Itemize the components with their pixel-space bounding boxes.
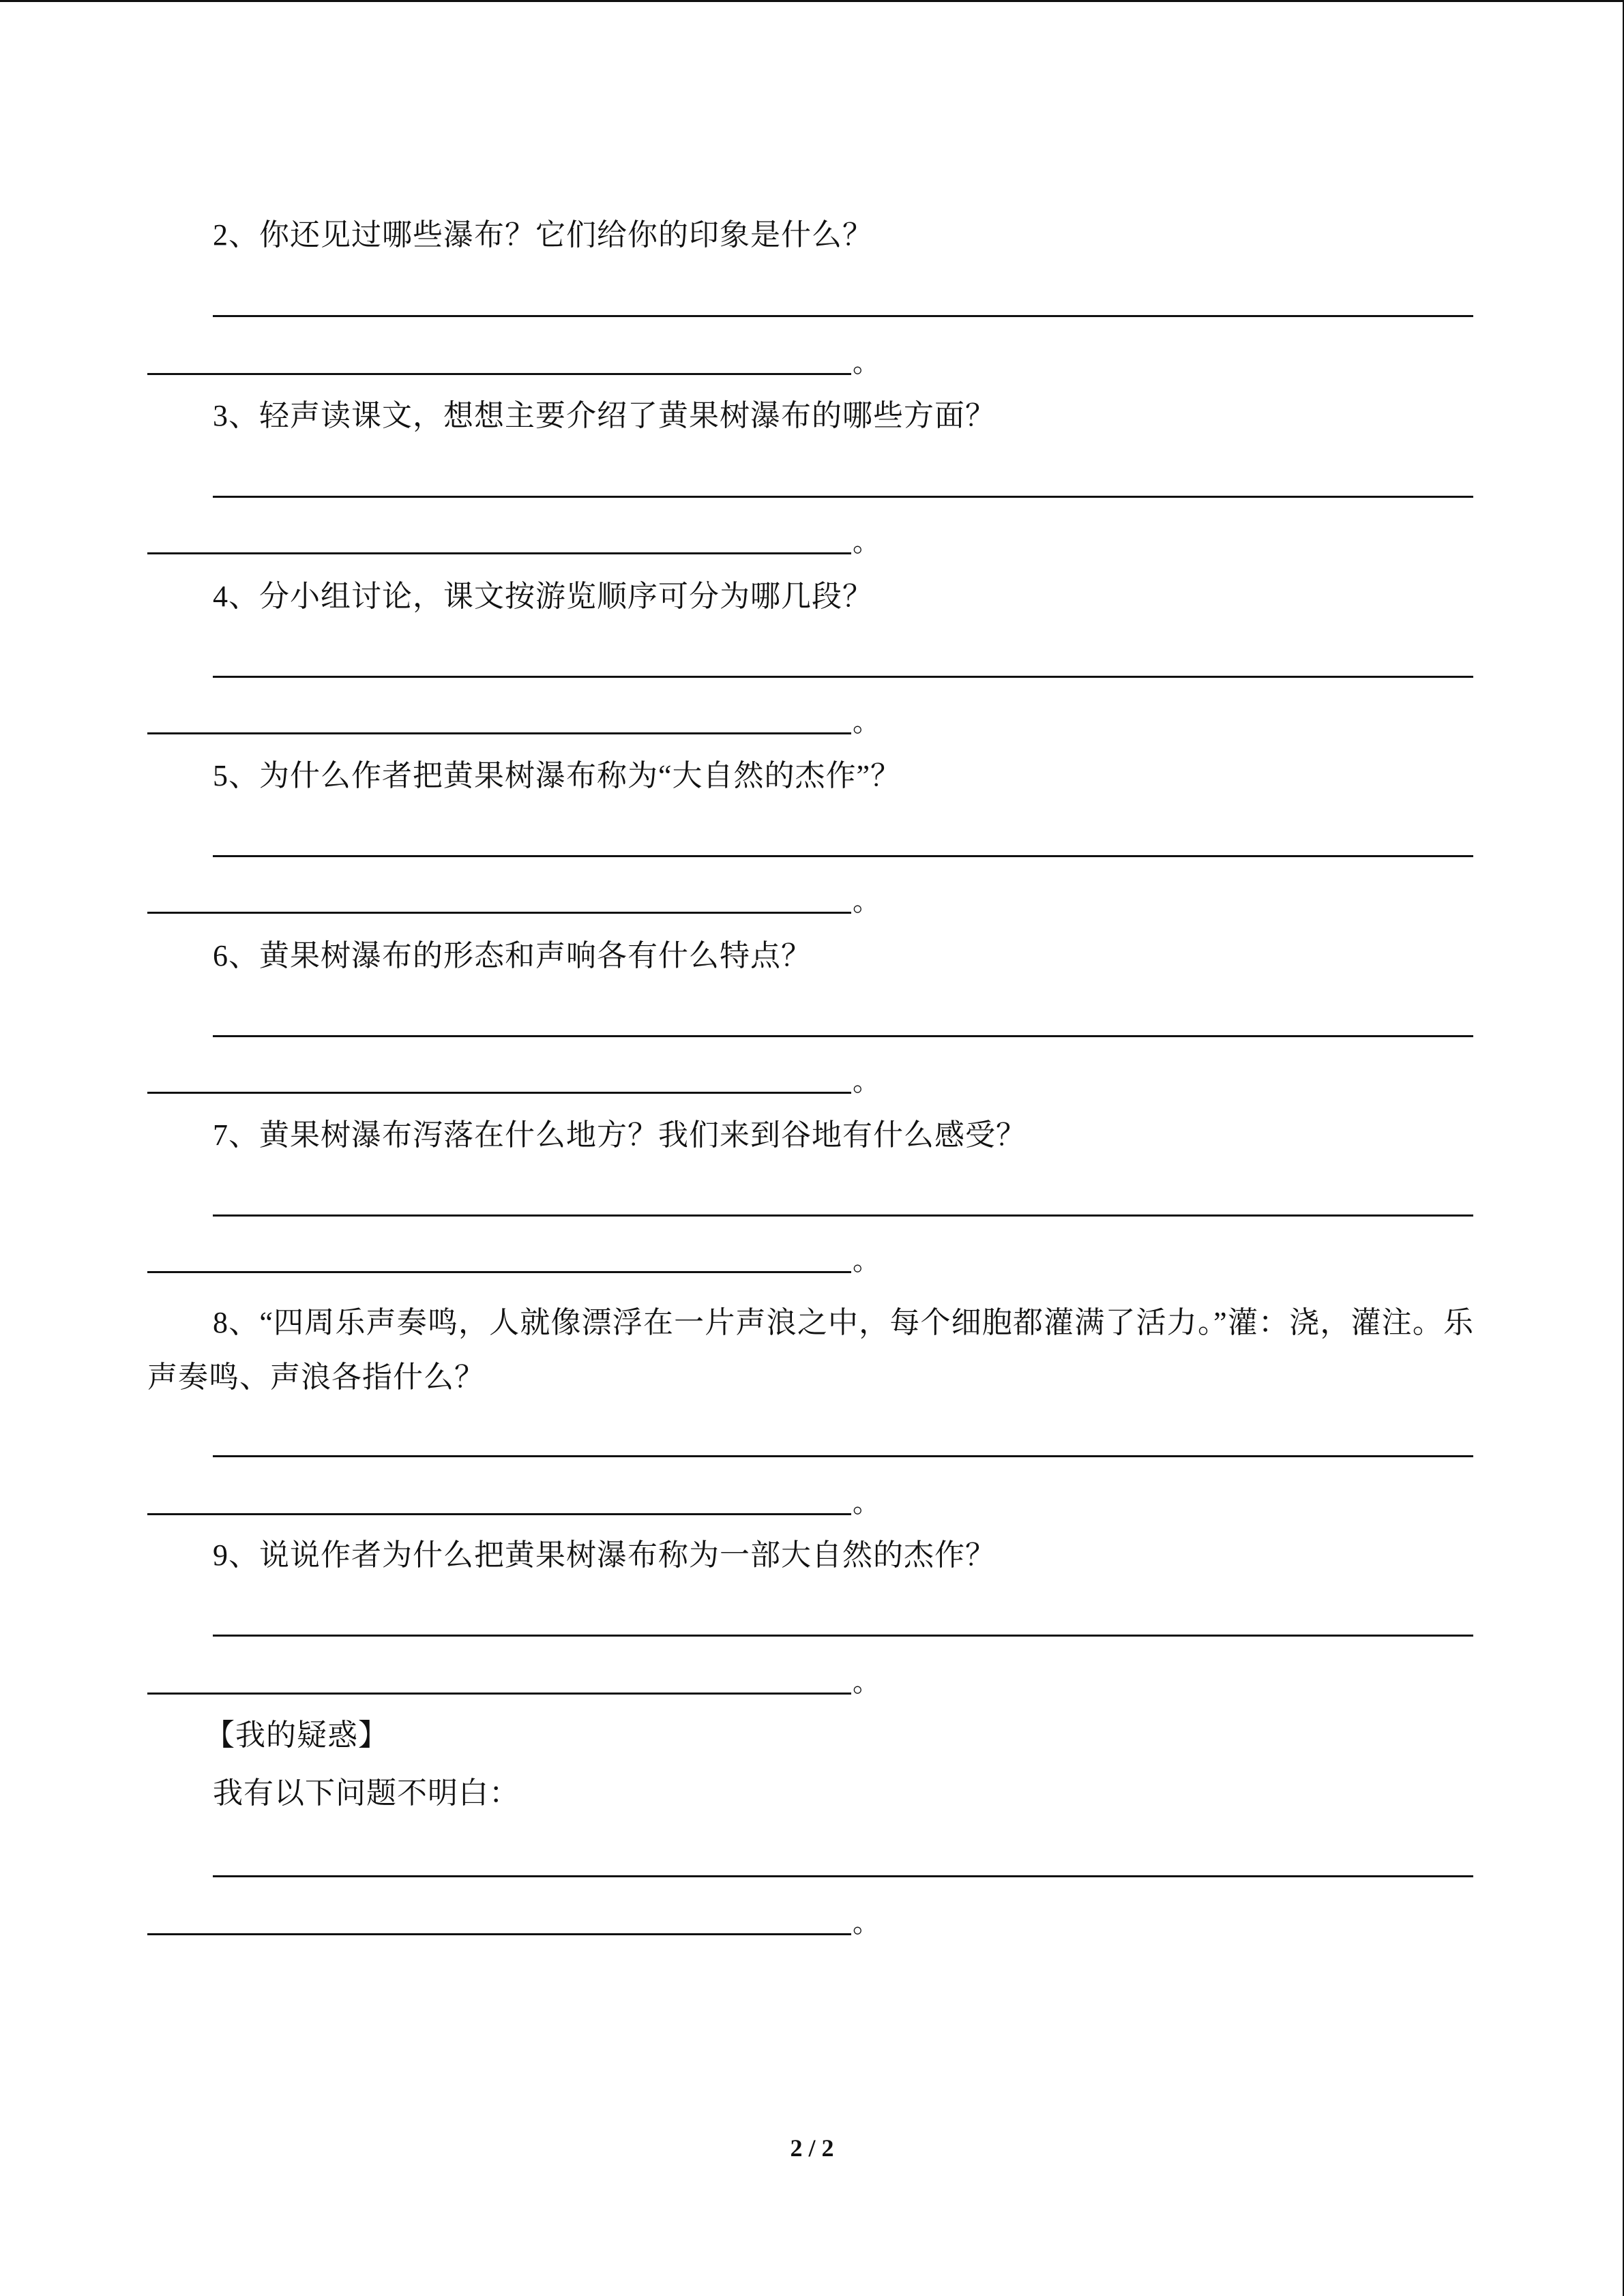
answer-period-q3: 。 [853, 526, 880, 557]
answer-line-long-q5[interactable] [213, 855, 1473, 857]
question-9: 9、说说作者为什么把黄果树瀑布称为一部大自然的杰作？ [213, 1538, 996, 1572]
answer-period-doubts: 。 [853, 1907, 880, 1938]
answer-line-short-q7[interactable] [147, 1271, 851, 1273]
question-7: 7、黄果树瀑布泻落在什么地方？我们来到谷地有什么感受？ [213, 1118, 1027, 1152]
question-5: 5、为什么作者把黄果树瀑布称为“大自然的杰作”？ [213, 759, 902, 792]
answer-line-short-q5[interactable] [147, 912, 851, 914]
page-border-top [0, 0, 1624, 2]
answer-line-long-q8[interactable] [213, 1455, 1473, 1457]
answer-line-long-q4[interactable] [213, 676, 1473, 678]
question-6: 6、黄果树瀑布的形态和声响各有什么特点？ [213, 939, 812, 972]
doubts-heading: 【我的疑惑】 [205, 1718, 389, 1752]
answer-line-short-q2[interactable] [147, 373, 851, 375]
answer-period-q7: 。 [853, 1245, 880, 1276]
answer-line-long-q2[interactable] [213, 315, 1473, 317]
answer-line-short-q8[interactable] [147, 1513, 851, 1515]
answer-line-long-q3[interactable] [213, 496, 1473, 498]
answer-line-short-q9[interactable] [147, 1693, 851, 1695]
question-4: 4、分小组讨论，课文按游览顺序可分为哪几段？ [213, 580, 873, 613]
answer-period-q6: 。 [853, 1066, 880, 1097]
answer-line-long-q9[interactable] [213, 1635, 1473, 1637]
question-8: 8、“四周乐声奏鸣，人就像漂浮在一片声浪之中，每个细胞都灌满了活力。”灌：浇，灌注。乐声奏鸣、声浪各指什么？ [147, 1306, 1474, 1394]
answer-line-short-q3[interactable] [147, 552, 851, 554]
answer-line-short-doubts[interactable] [147, 1933, 851, 1935]
question-3: 3、轻声读课文，想想主要介绍了黄果树瀑布的哪些方面？ [213, 399, 996, 432]
answer-period-q8: 。 [853, 1487, 880, 1518]
answer-line-short-q4[interactable] [147, 732, 851, 734]
answer-line-long-doubts[interactable] [213, 1875, 1473, 1877]
answer-line-short-q6[interactable] [147, 1092, 851, 1094]
answer-period-q5: 。 [853, 886, 880, 916]
doubts-prompt: 我有以下问题不明白： [213, 1776, 520, 1810]
answer-line-long-q7[interactable] [213, 1214, 1473, 1217]
page-number: 2 / 2 [790, 2134, 834, 2162]
answer-line-long-q6[interactable] [213, 1035, 1473, 1037]
question-2: 2、你还见过哪些瀑布？它们给你的印象是什么？ [213, 218, 873, 252]
answer-period-q4: 。 [853, 706, 880, 737]
answer-period-q2: 。 [853, 347, 880, 378]
answer-period-q9: 。 [853, 1667, 880, 1697]
